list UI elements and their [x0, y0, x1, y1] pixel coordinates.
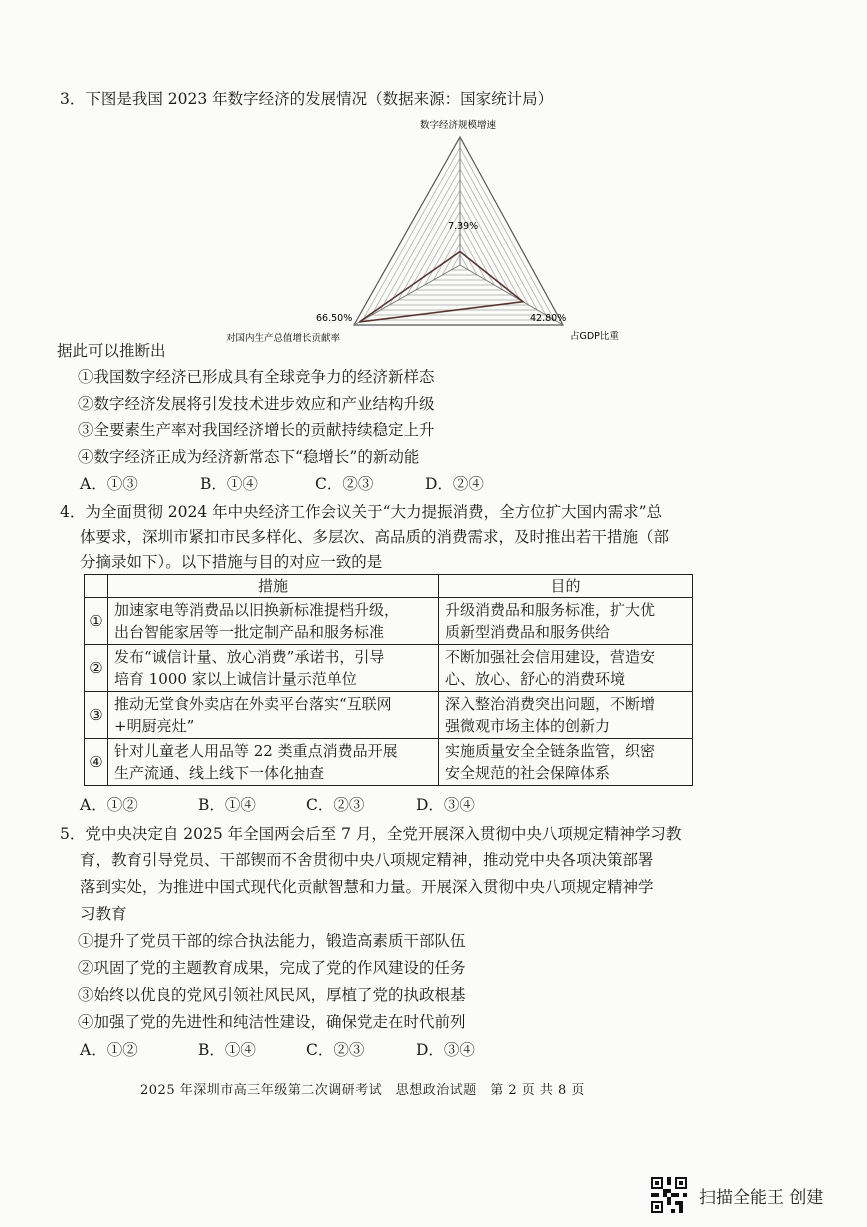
row-number: ④: [85, 739, 108, 786]
measure-cell: [108, 598, 439, 645]
measures-table: [84, 574, 693, 786]
goal-cell: [439, 692, 693, 739]
q5-options: [80, 1039, 475, 1062]
q4-option-c[interactable]: C．②③: [306, 796, 365, 814]
axis-label-growth: 数字经济规模增速: [420, 120, 497, 131]
goal-line: 安全规范的社会保障体系: [445, 764, 611, 782]
header-blank: [85, 575, 108, 598]
measure-line: 针对儿童老人用品等 22 类重点消费品开展: [114, 742, 398, 760]
q3-option-c[interactable]: C．②③: [315, 475, 374, 493]
q5-item-1: ①提升了党员干部的综合执法能力，锻造高素质干部队伍: [78, 932, 466, 950]
table-row: [85, 598, 693, 645]
radar-series-polygon: [359, 252, 523, 323]
header-measure: 措施: [108, 575, 439, 598]
row-number: ③: [85, 692, 108, 739]
radar-grid-ring: [363, 148, 555, 320]
q5-item-2: ②巩固了党的主题教育成果，完成了党的作风建设的任务: [78, 959, 466, 977]
measure-line: 生产流通、线上线下一体化抽查: [114, 764, 325, 782]
q3-lead: 据此可以推断出: [57, 342, 166, 360]
q3-item-2: ②数字经济发展将引发技术进步效应和产业结构升级: [78, 395, 435, 413]
q4-stem-line-3: 分摘录如下）。以下措施与目的对应一致的是: [80, 553, 383, 571]
measure-cell: [108, 692, 439, 739]
goal-cell: [439, 645, 693, 692]
q5-item-4: ④加强了党的先进性和纯洁性建设，确保党走在时代前列: [78, 1013, 466, 1031]
goal-line: 不断加强社会信用建设，营造安: [445, 648, 656, 666]
page-footer: 2025 年深圳市高三年级第二次调研考试 思想政治试题 第 2 页 共 8 页: [140, 1083, 585, 1098]
goal-line: 质新型消费品和服务供给: [445, 623, 611, 641]
q4-options: [80, 794, 475, 817]
q4-stem-line-2: 体要求，深圳市紧扣市民多样化、多层次、高品质的消费需求，及时推出若干措施（部: [80, 528, 670, 546]
measure-line: 加速家电等消费品以旧换新标准提档升级，: [114, 601, 400, 619]
table-header-row: [85, 575, 693, 598]
table-row: [85, 692, 693, 739]
value-label-gdp-share: 42.80%: [530, 313, 567, 324]
measure-line: +明厨亮灶”: [114, 717, 195, 735]
measure-line: 出台智能家居等一批定制产品和服务标准: [114, 623, 385, 641]
q5-item-3: ③始终以优良的党风引领社风民风，厚植了党的执政根基: [78, 986, 466, 1004]
axis-label-contribution: 对国内生产总值增长贡献率: [226, 333, 341, 344]
q5-stem-line-3: 落到实处，为推进中国式现代化贡献智慧和力量。开展深入贯彻中央八项规定精神学: [80, 878, 654, 896]
q4-stem-line-1: 4．为全面贯彻 2024 年中央经济工作会议关于“大力提振消费，全方位扩大国内需求”总: [60, 503, 663, 521]
q5-stem-line-4: 习教育: [80, 905, 127, 923]
q4-option-d[interactable]: D．③④: [416, 796, 475, 814]
radar-chart: [0, 110, 867, 370]
q5-stem-line-2: 育，教育引导党员、干部锲而不舍贯彻中央八项规定精神，推动党中央各项决策部署: [80, 851, 654, 869]
q5-option-c[interactable]: C．②③: [306, 1041, 365, 1059]
measure-cell: [108, 739, 439, 786]
value-label-contribution: 66.50%: [316, 313, 353, 324]
q3-options: [80, 473, 484, 496]
measure-line: 培育 1000 家以上诚信计量示范单位: [114, 670, 357, 688]
table-row: [85, 739, 693, 786]
measure-line: 推动无堂食外卖店在外卖平台落实“互联网: [114, 695, 392, 713]
q5-option-a[interactable]: A．①②: [80, 1041, 138, 1059]
value-label-growth: 7.39%: [448, 221, 479, 232]
row-number: ①: [85, 598, 108, 645]
q4-option-a[interactable]: A．①②: [80, 796, 138, 814]
watermark-text: 扫描全能王 创建: [699, 1188, 824, 1208]
header-goal: 目的: [439, 575, 693, 598]
goal-line: 实施质量安全全链条监管，织密: [445, 742, 656, 760]
goal-line: 深入整治消费突出问题，不断增: [445, 695, 656, 713]
q3-item-1: ①我国数字经济已形成具有全球竞争力的经济新样态: [78, 368, 435, 386]
measure-cell: [108, 645, 439, 692]
q5-option-b[interactable]: B．①④: [198, 1041, 256, 1059]
axis-label-gdp-share: 占GDP比重: [570, 331, 619, 342]
goal-cell: [439, 598, 693, 645]
q3-stem: 3．下图是我国 2023 年数字经济的发展情况（数据来源：国家统计局）: [60, 90, 554, 108]
table-row: [85, 645, 693, 692]
q5-option-d[interactable]: D．③④: [416, 1041, 475, 1059]
q4-option-b[interactable]: B．①④: [198, 796, 256, 814]
q5-stem-line-1: 5．党中央决定自 2025 年全国两会后至 7 月，全党开展深入贯彻中央八项规定精神学习教: [60, 825, 682, 843]
measure-line: 发布“诚信计量、放心消费”承诺书，引导: [114, 648, 385, 666]
goal-line: 升级消费品和服务标准，扩大优: [445, 601, 656, 619]
q3-option-a[interactable]: A．①③: [80, 475, 138, 493]
q3-option-d[interactable]: D．②④: [425, 475, 484, 493]
qr-code-icon: [651, 1177, 687, 1213]
q3-item-3: ③全要素生产率对我国经济增长的贡献持续稳定上升: [78, 421, 435, 439]
goal-line: 强微观市场主体的创新力: [445, 717, 611, 735]
goal-cell: [439, 739, 693, 786]
q3-item-4: ④数字经济正成为经济新常态下“稳增长”的新动能: [78, 448, 420, 466]
goal-line: 心、放心、舒心的消费环境: [445, 670, 626, 688]
q3-option-b[interactable]: B．①④: [200, 475, 258, 493]
row-number: ②: [85, 645, 108, 692]
